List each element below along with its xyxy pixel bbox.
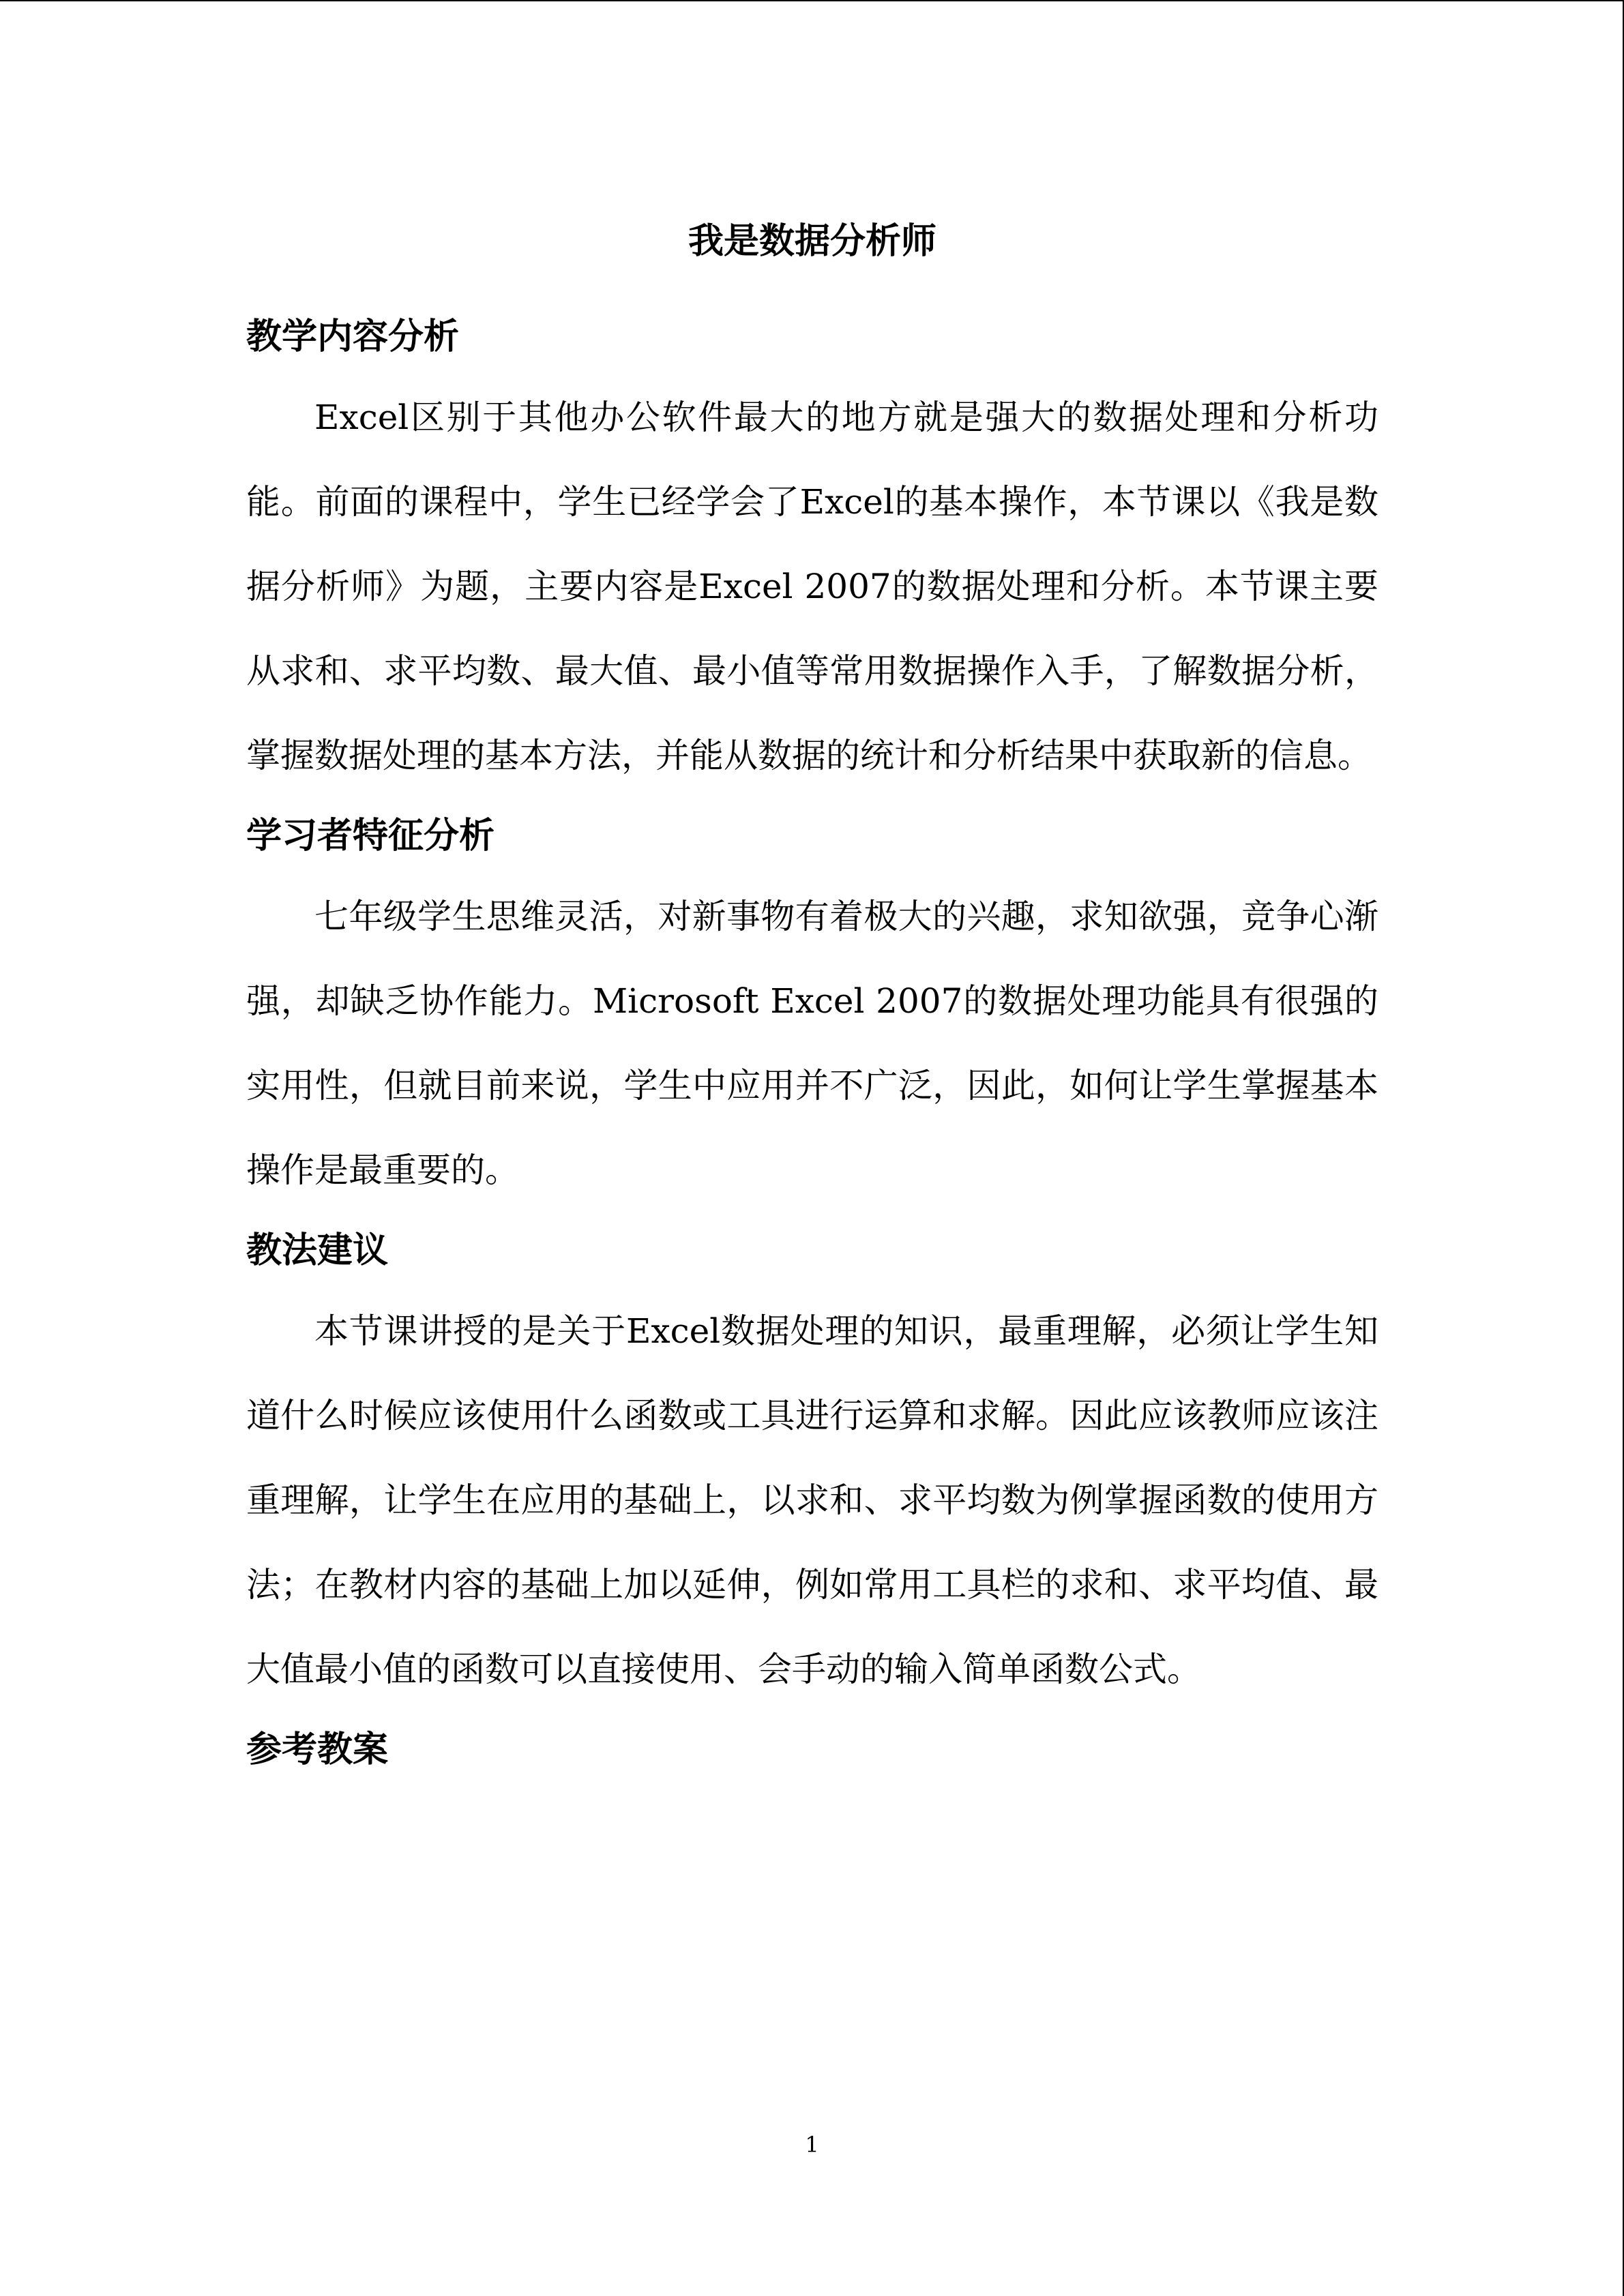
page-number: 1 bbox=[805, 2132, 819, 2158]
section-heading-teaching-suggestions: 教法建议 bbox=[246, 1230, 389, 1271]
section-heading-reference-lesson-plan: 参考教案 bbox=[246, 1729, 389, 1770]
section-heading-learner-analysis: 学习者特征分析 bbox=[246, 816, 495, 856]
section-heading-content-analysis: 教学内容分析 bbox=[246, 316, 460, 357]
document-title: 我是数据分析师 bbox=[688, 221, 936, 262]
section-paragraph-learner-analysis: 七年级学生思维灵活，对新事物有着极大的兴趣，求知欲强，竞争心渐强，却缺乏协作能力。Microsoft Excel 2007的数据处理功能具有很强的实用性，但就目前来说，学生中应用并不广泛，因此，如何让学生掌握基本操作是最重要的。 bbox=[246, 897, 1378, 1190]
section-paragraph-content-analysis: Excel区别于其他办公软件最大的地方就是强大的数据处理和分析功能。前面的课程中，学生已经学会了Excel的基本操作，本节课以《我是数据分析师》为题，主要内容是Excel 2007的数据处理和分析。本节课主要从求和、求平均数、最大值、最小值等常用数据操作入手，了解数据分析，掌握数据处理的基本方法，并能从数据的统计和分析结果中获取新的信息。 bbox=[246, 398, 1378, 775]
section-paragraph-teaching-suggestions: 本节课讲授的是关于Excel数据处理的知识，最重理解，必须让学生知道什么时候应该使用什么函数或工具进行运算和求解。因此应该教师应该注重理解，让学生在应用的基础上，以求和、求平均数为例掌握函数的使用方法；在教材内容的基础上加以延伸，例如常用工具栏的求和、求平均值、最大值最小值的函数可以直接使用、会手动的输入简单函数公式。 bbox=[246, 1311, 1378, 1689]
page-content bbox=[246, 206, 1378, 1788]
